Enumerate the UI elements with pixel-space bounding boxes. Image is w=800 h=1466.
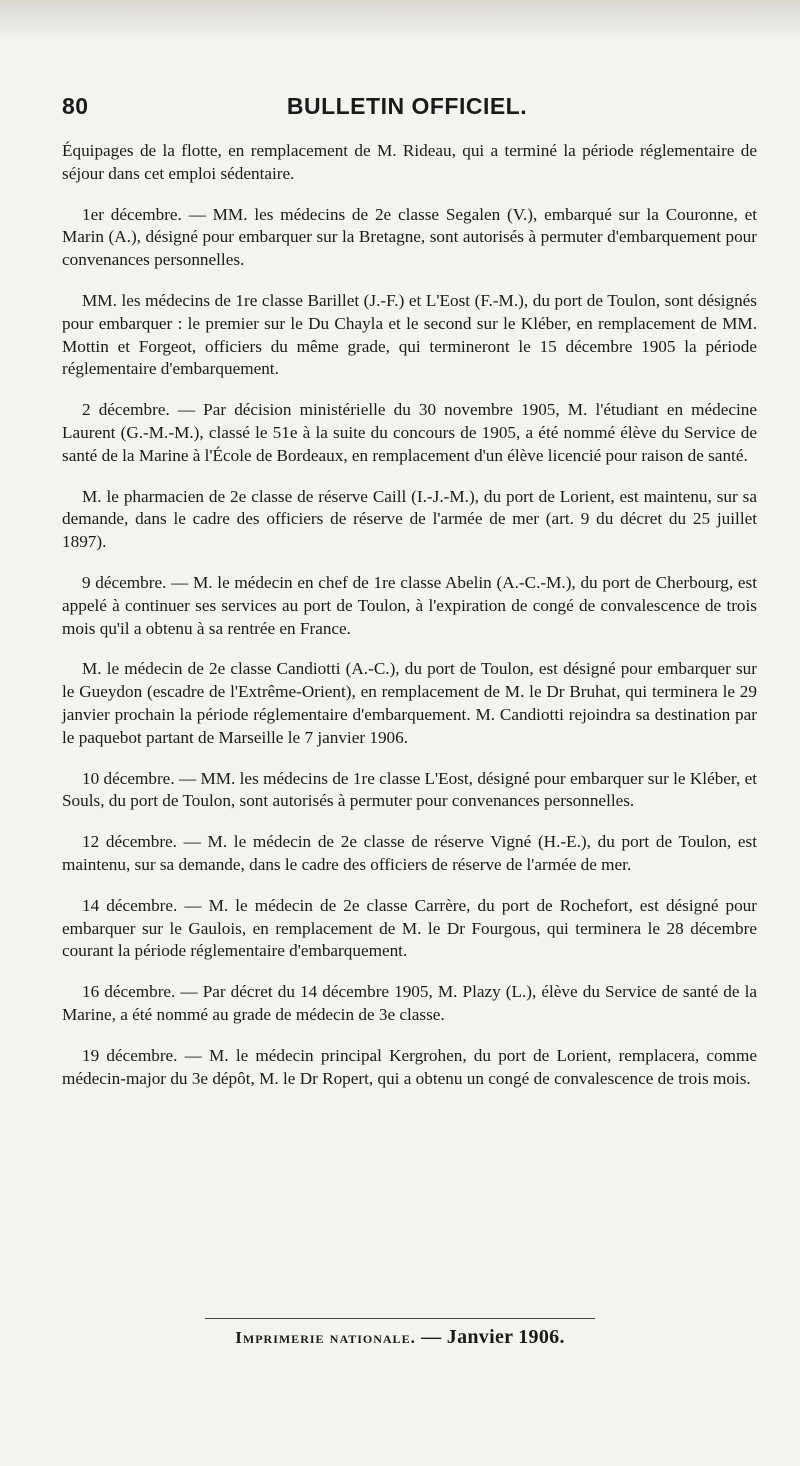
scan-edge-shadow <box>0 0 800 40</box>
paragraph-caill: M. le pharmacien de 2e classe de réserve Caill (I.-J.-M.), du port de Lorient, est maintenu, sur sa demande, dans le cadre des officiers de réserve de l'armée de mer (art. 9 du décret du 25 juillet 1897). <box>62 486 757 552</box>
paragraph-continuation: Équipages de la flotte, en remplacement de M. Rideau, qui a terminé la période réglementaire de séjour dans cet emploi sédentaire. <box>62 141 757 183</box>
paragraph-1-decembre: 1er décembre. — MM. les médecins de 2e classe Segalen (V.), embarqué sur la Couronne, et Marin (A.), désigné pour embarquer sur la Bretagne, sont autorisés à permuter d'embarquement pour convenances personnelles. <box>62 204 757 270</box>
printer-name: Imprimerie nationale. <box>235 1328 416 1347</box>
bulletin-title: BULLETIN OFFICIEL. <box>286 93 528 119</box>
paragraph-2-decembre: 2 décembre. — Par décision ministérielle du 30 novembre 1905, M. l'étudiant en médecine Laurent (G.-M.-M.), classé le 51e à la suite du concours de 1905, a été nommé élève du Service de santé de la Marine à l'École de Bordeaux, en remplacement d'un élève licencié pour raison de santé. <box>62 400 757 465</box>
printer-footer <box>0 1326 800 1349</box>
paragraph-14-decembre: 14 décembre. — M. le médecin de 2e classe Carrère, du port de Rochefort, est désigné pour embarquer sur le Gaulois, en remplacement de M. le Dr Fourgous, qui terminera le 28 décembre courant la période réglementaire d'embarquement. <box>62 895 757 961</box>
page-header <box>62 93 752 133</box>
page-number: 80 <box>62 93 89 119</box>
paragraph-barillet-leost: MM. les médecins de 1re classe Barillet (J.-F.) et L'Eost (F.-M.), du port de Toulon, sont désignés pour embarquer : le premier sur le Du Chayla et le second sur le Kléber, en remplacement de MM. Mottin et Forgeot, officiers du même grade, qui termineront le 15 décembre 1905 la période réglementaire d'embarquement. <box>62 290 757 379</box>
paragraph-9-decembre: 9 décembre. — M. le médecin en chef de 1re classe Abelin (A.-C.-M.), du port de Cherbourg, est appelé à continuer ses services au port de Toulon, à l'expiration de congé de convalescence de trois mois qu'il a obtenu à sa rentrée en France. <box>62 572 757 638</box>
body-text <box>62 140 757 1108</box>
paragraph-candiotti: M. le médecin de 2e classe Candiotti (A.-C.), du port de Toulon, est désigné pour embarquer sur le Gueydon (escadre de l'Extrême-Orient), en remplacement de M. le Dr Bruhat, qui terminera le 29 janvier prochain la période réglementaire d'embarquement. M. Candiotti rejoindra sa destination par le paquebot partant de Marseille le 7 janvier 1906. <box>62 659 757 747</box>
footer-separator: — <box>421 1326 442 1348</box>
footer-divider <box>205 1318 595 1319</box>
paragraph-10-decembre: 10 décembre. — MM. les médecins de 1re classe L'Eost, désigné pour embarquer sur le Kléber, et Souls, du port de Toulon, sont autorisés à permuter pour convenances personnelles. <box>62 768 757 811</box>
print-date: Janvier 1906. <box>446 1326 565 1348</box>
paragraph-19-decembre: 19 décembre. — M. le médecin principal Kergrohen, du port de Lorient, remplacera, comme médecin-major du 3e dépôt, M. le Dr Ropert, qui a obtenu un congé de convalescence de trois mois. <box>62 1045 757 1088</box>
paragraph-16-decembre: 16 décembre. — Par décret du 14 décembre 1905, M. Plazy (L.), élève du Service de santé de la Marine, a été nommé au grade de médecin de 3e classe. <box>62 982 757 1024</box>
paragraph-12-decembre: 12 décembre. — M. le médecin de 2e classe de réserve Vigné (H.-E.), du port de Toulon, est maintenu, sur sa demande, dans le cadre des officiers de réserve de l'armée de mer. <box>62 832 757 874</box>
